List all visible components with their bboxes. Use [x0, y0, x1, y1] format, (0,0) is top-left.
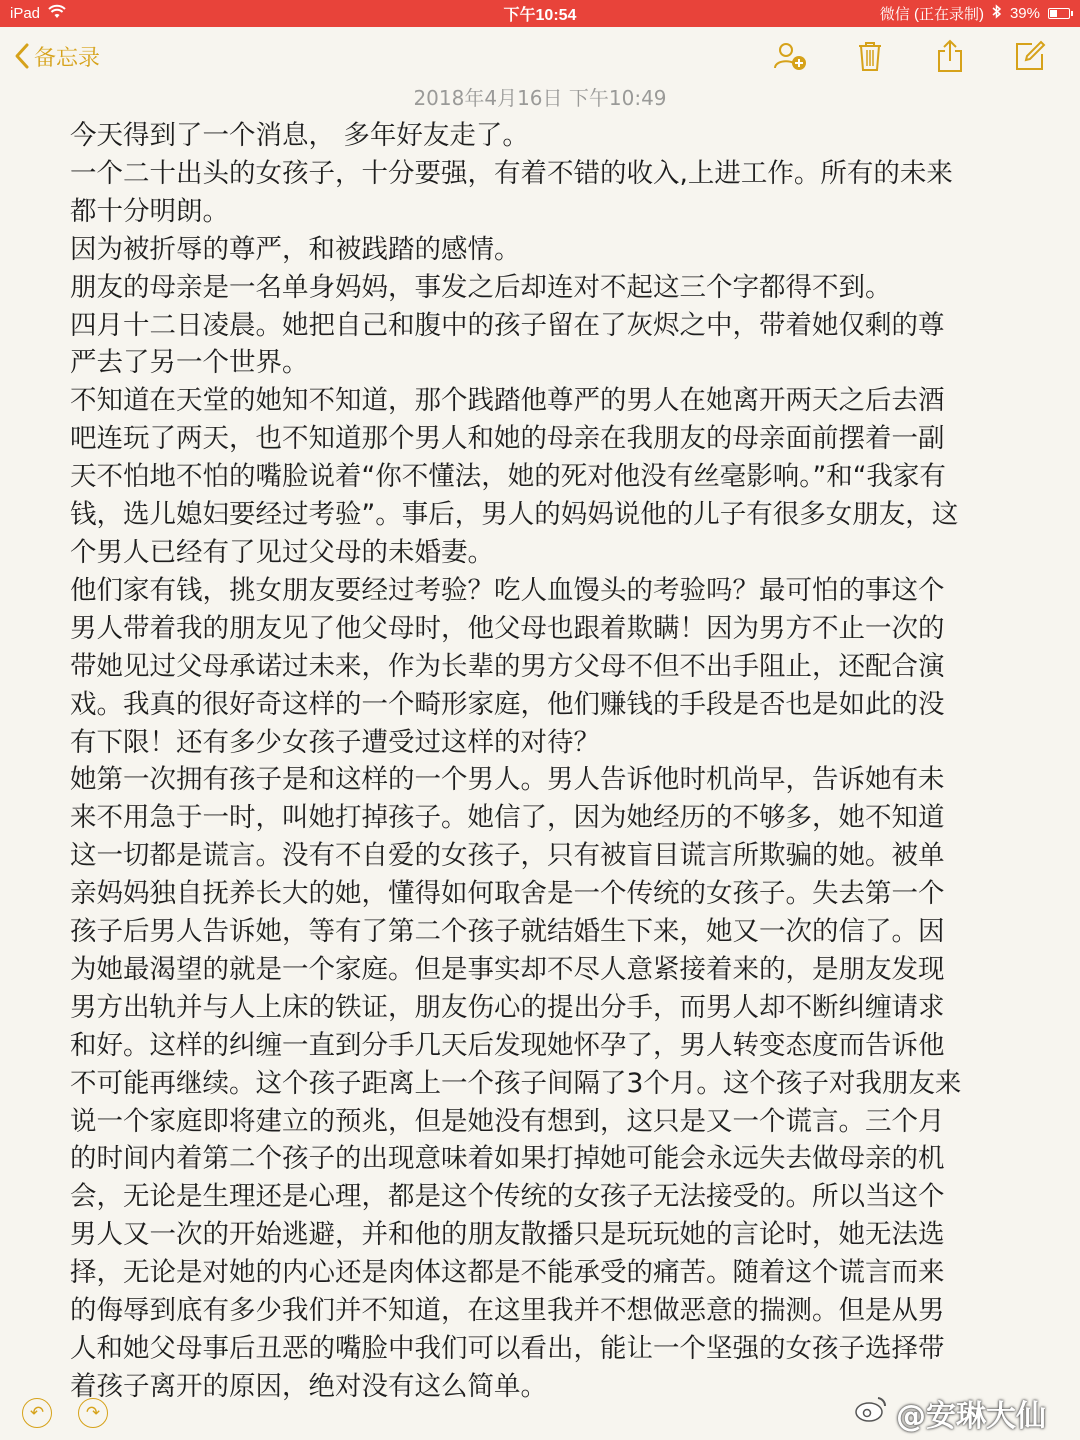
bottom-bar — [0, 1385, 1080, 1440]
bluetooth-icon — [992, 4, 1002, 23]
note-line: 他们家有钱，挑女朋友要经过考验？吃人血馒头的考验吗？最可怕的事这个 — [70, 574, 945, 606]
note-line: 的侮辱到底有多少我们并不知道，在这里我并不想做恶意的揣测。但是从男 — [70, 1295, 945, 1327]
note-date: 2018年4月16日 下午10:49 — [413, 86, 667, 110]
status-bar — [0, 0, 1080, 27]
note-line: 个男人已经有了见过父母的未婚妻。 — [70, 536, 494, 568]
note-line: 不可能再继续。这个孩子距离上一个孩子间隔了3个月。这个孩子对我朋友来 — [70, 1067, 962, 1099]
note-line: 今天得到了一个消息， 多年好友走了。 — [70, 120, 529, 151]
note-line: 男人又一次的开始逃避，并和他的朋友散播只是玩玩她的言论时，她无法选 — [70, 1219, 945, 1251]
note-line: 不知道在天堂的她知不知道，那个践踏他尊严的男人在她离开两天之后去酒 — [70, 385, 945, 417]
note-line: 钱，选儿媳妇要经过考验”。事后，男人的妈妈说他的儿子有很多女朋友，这 — [70, 499, 959, 531]
note-line: 的时间内着第二个孩子的出现意味着如果打掉她可能会永远失去做母亲的机 — [70, 1143, 945, 1175]
battery-icon — [1048, 8, 1070, 19]
weibo-logo-icon — [854, 1395, 888, 1431]
note-line: 四月十二日凌晨。她把自己和腹中的孩子留在了灰烬之中，带着她仅剩的尊 — [70, 309, 945, 341]
note-line: 天不怕地不怕的嘴脸说着“你不懂法，她的死对他没有丝毫影响。”和“我家有 — [70, 461, 946, 493]
back-button-label: 备忘录 — [34, 45, 101, 71]
note-line: 吧连玩了两天，也不知道那个男人和她的母亲在我朋友的母亲面前摆着一副 — [70, 423, 945, 455]
note-line: 她第一次拥有孩子是和这样的一个男人。男人告诉他时机尚早，告诉她有未 — [70, 764, 945, 796]
chevron-left-icon — [14, 42, 30, 70]
status-time: 下午10:54 — [503, 7, 577, 24]
note-line: 和好。这样的纠缠一直到分手几天后发现她怀孕了，男人转变态度而告诉他 — [70, 1029, 945, 1061]
back-button[interactable] — [14, 41, 100, 72]
note-line: 朋友的母亲是一名单身妈妈，事发之后却连对不起这三个字都得不到。 — [70, 271, 892, 303]
note-line: 人和她父母事后丑恶的嘴脸中我们可以看出，能让一个坚强的女孩子选择带 — [70, 1333, 945, 1364]
watermark-text: @安琳大仙 — [896, 1398, 1046, 1434]
note-line: 男人带着我的朋友见了他父母时，他父母也跟着欺瞒！因为男方不止一次的 — [70, 612, 945, 644]
note-line: 来不用急于一时，叫她打掉孩子。她信了，因为她经历的不够多，她不知道 — [70, 802, 945, 834]
note-line: 这一切都是谎言。没有不自爱的女孩子，只有被盲目谎言所欺骗的她。被单 — [70, 840, 945, 872]
note-line: 着孩子离开的原因，绝对没有这么简单。 — [70, 1370, 547, 1402]
nav-bar — [0, 27, 1080, 85]
battery-fill — [1050, 10, 1057, 17]
note-line: 一个二十出头的女孩子，十分要强，有着不错的收入,上进工作。所有的未来 — [70, 157, 953, 189]
note-line: 都十分明朗。 — [70, 195, 229, 227]
note-line: 亲妈妈独自抚养长大的她，懂得如何取舍是一个传统的女孩子。失去第一个 — [70, 878, 945, 910]
note-line: 有下限！还有多少女孩子遭受过这样的对待？ — [70, 726, 600, 758]
undo-icon[interactable]: ↶ — [22, 1398, 52, 1428]
note-line: 择，无论是对她的内心还是肉体这都是不能承受的痛苦。随着这个谎言而来 — [70, 1257, 945, 1289]
note-line: 会，无论是生理还是心理，都是这个传统的女孩子无法接受的。所以当这个 — [70, 1181, 945, 1213]
battery-percent: 39% — [1009, 5, 1040, 22]
wifi-icon — [48, 5, 66, 23]
note-line: 戏。我真的很好奇这样的一个畸形家庭，他们赚钱的手段是否也是如此的没 — [70, 688, 945, 720]
recording-status: 微信 (正在录制) — [879, 6, 984, 23]
trash-icon[interactable] — [852, 38, 888, 74]
note-line: 说一个家庭即将建立的预兆，但是她没有想到，这只是又一个谎言。三个月 — [70, 1105, 945, 1137]
note-line: 为她最渴望的就是一个家庭。但是事实却不尽人意紧接着来的，是朋友发现 — [70, 953, 945, 985]
note-body[interactable] — [70, 117, 1005, 1402]
redo-icon[interactable]: ↷ — [78, 1398, 108, 1428]
note-line: 孩子后男人告诉她，等有了第二个孩子就结婚生下来，她又一次的信了。因 — [70, 916, 945, 948]
watermark — [854, 1391, 1058, 1435]
note-line: 严去了另一个世界。 — [70, 347, 309, 379]
note-line: 因为被折辱的尊严，和被践踏的感情。 — [70, 233, 521, 265]
share-icon[interactable] — [932, 38, 968, 74]
note-line: 男方出轨并与人上床的铁证，朋友伤心的提出分手，而男人却不断纠缠请求 — [70, 991, 945, 1023]
compose-icon[interactable] — [1012, 38, 1048, 74]
device-label: iPad — [10, 5, 41, 22]
add-person-icon[interactable] — [772, 38, 808, 74]
note-line: 带她见过父母承诺过未来，作为长辈的男方父母不但不出手阻止，还配合演 — [70, 650, 945, 682]
